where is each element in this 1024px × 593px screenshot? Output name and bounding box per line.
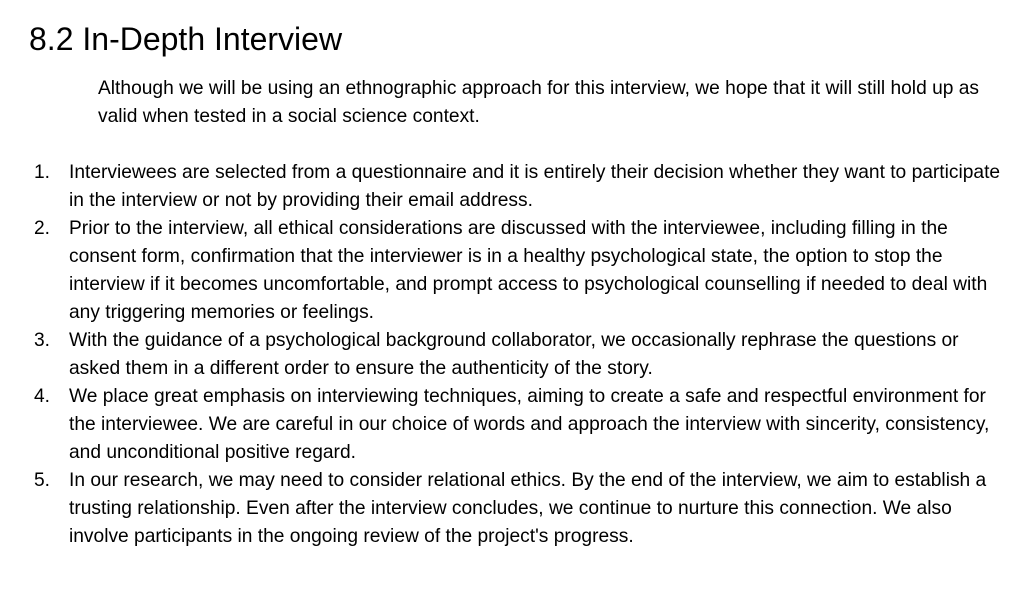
list-item-text: Interviewees are selected from a questionnaire and it is entirely their decision whether they want to participate in the interview or not by providing their email address. xyxy=(69,162,1001,211)
list-item xyxy=(0,383,1024,467)
list-item xyxy=(0,327,1024,383)
list-item-number: 2. xyxy=(34,218,51,239)
intro-paragraph: Although we will be using an ethnographic approach for this interview, we hope that it will still hold up as valid when tested in a social science context. xyxy=(98,78,980,127)
list-item-text: Prior to the interview, all ethical considerations are discussed with the interviewee, including filling in the consent form, confirmation that the interviewer is in a healthy psychological state, the option to stop the interview if it becomes uncomfortable, and prompt access to psychological counselling if needed to deal with any triggering memories or feelings. xyxy=(69,218,988,323)
list-item xyxy=(0,159,1024,215)
list-item-number: 4. xyxy=(34,386,51,407)
list-item-text: In our research, we may need to consider relational ethics. By the end of the interview, we aim to establish a trusting relationship. Even after the interview concludes, we continue to nurture this connection. We also involve participants in the ongoing review of the project's progress. xyxy=(69,470,987,547)
section-heading: 8.2 In-Depth Interview xyxy=(29,21,343,57)
list-item xyxy=(0,215,1024,327)
numbered-list xyxy=(0,159,1024,551)
list-item-number: 1. xyxy=(34,162,51,183)
list-item xyxy=(0,467,1024,551)
list-item-text: With the guidance of a psychological background collaborator, we occasionally rephrase the questions or asked them in a different order to ensure the authenticity of the story. xyxy=(69,330,959,379)
list-item-number: 3. xyxy=(34,330,51,351)
list-item-number: 5. xyxy=(34,470,51,491)
list-item-text: We place great emphasis on interviewing techniques, aiming to create a safe and respectful environment for the interviewee. We are careful in our choice of words and approach the interview with sincerity, consistency, and unconditional positive regard. xyxy=(69,386,990,463)
